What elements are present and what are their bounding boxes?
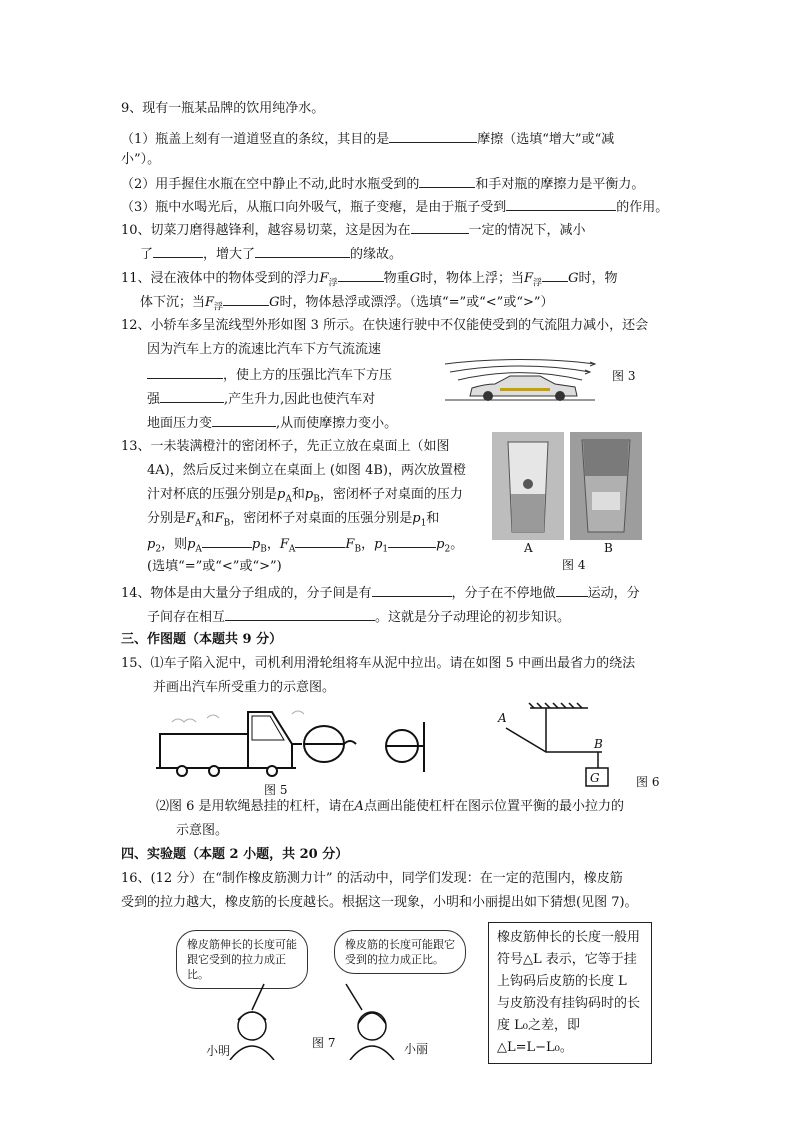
q15-part2-line1: ⑵图 6 是用软绳悬挂的杠杆，请在A点画出能使杠杆在图示位置平衡的最小拉力的 [156,799,624,814]
answer-blank[interactable] [389,129,477,143]
point-a-label: A [498,711,507,725]
truck-pulley-figure [152,702,437,782]
answer-blank[interactable] [542,268,568,282]
lever-figure [490,700,640,795]
figure-caption: 图 4 [562,558,586,572]
figure-caption: 图 7 [312,1036,336,1050]
answer-blank[interactable] [506,197,616,211]
answer-blank[interactable] [160,389,224,403]
answer-blank[interactable] [556,583,588,597]
car-airflow-figure [440,350,600,408]
section-heading: 四、实验题（本题 2 小题，共 20 分） [121,847,349,862]
weight-g-label: G [590,771,600,785]
q13-line5: $p_2$，则$p_A$ $p_B$，$F_A$ $F_B$，$p_1$ $p_2$。 [147,534,463,559]
q15-part2-line2: 示意图。 [176,823,229,838]
q13-line3: 汁对杯底的压强分别是$p_A$和$p_B$，密闭杯子对桌面的压力 [147,487,463,505]
answer-blank[interactable] [223,292,269,306]
answer-blank[interactable] [338,268,384,282]
q12-line1: 12、小轿车多呈流线型外形如图 3 所示。在快速行驶中不仅能使受到的气流阻力减小，还会 [121,318,649,333]
xiaoming-name: 小明 [206,1044,231,1058]
xiaoming-speech-bubble: 橡皮筋伸长的长度可能跟它受到的拉力成正比。 [176,930,308,989]
q13-line6: (选填“=”或“<”或“>”) [147,559,282,574]
q12-line5: 地面压力变 ,从而使摩擦力变小。 [147,413,397,433]
q11-line2: 体下沉；当$F_浮$ G时，物体悬浮或漂浮。（选填“=”或“<”或“>”） [140,292,554,317]
section-heading: 三、作图题（本题共 9 分） [121,632,283,647]
q12-line2: 因为汽车上方的流速比汽车下方气流流速 [147,342,382,357]
answer-blank[interactable] [372,583,452,597]
point-b-label: B [594,737,603,751]
q9-stem: 9、现有一瓶某品牌的饮用纯净水。 [121,101,325,116]
xiaoli-speech-bubble: 橡皮筋的长度可能跟它受到的拉力成正比。 [334,930,466,974]
q16-line1: 16、(12 分）在“制作橡皮筋测力计” 的活动中，同学们发现：在一定的范围内，橡皮筋 [121,871,623,886]
q13-line2: 4A)，然后反过来倒立在桌面上 (如图 4B)，两次放置橙 [147,463,466,478]
q14-line2: 子间存在相互 。这就是分子动理论的初步知识。 [147,607,570,627]
answer-blank[interactable] [255,244,350,258]
q12-line4: 强 ,产生升力,因此也使汽车对 [147,389,375,409]
q9-part1-cont: 小”）。 [121,152,161,167]
answer-blank[interactable] [202,534,252,548]
q14-line1: 14、物体是由大量分子组成的，分子间是有 ，分子在不停地做 运动，分 [121,583,640,603]
q10-line2: 了 ，增大了 的缘故。 [140,244,402,264]
q13-line1: 13、一未装满橙汁的密闭杯子，先正立放在桌面上（如图 [121,439,450,454]
cup-label-b: B [604,541,613,555]
cup-photos-figure [492,432,642,540]
q15-line1: 15、⑴车子陷入泥中，司机利用滑轮组将车从泥中拉出。请在如图 5 中画出最省力的绕法 [121,656,636,671]
q16-line2: 受到的拉力越大，橡皮筋的长度越长。根据这一现象，小明和小丽提出如下猜想(见图 7)。 [121,895,638,910]
xiaoli-name: 小丽 [404,1042,429,1056]
q15-line2: 并画出汽车所受重力的示意图。 [153,680,336,695]
figure-caption: 图 6 [636,775,660,789]
q13-line4: 分别是$F_A$和$F_B$，密闭杯子对桌面的压强分别是$p_1$和 [147,511,440,529]
answer-blank[interactable] [419,174,475,188]
figure-caption: 图 5 [264,783,288,797]
q12-line3: ，使上方的压强比汽车下方压 [147,365,392,385]
q11-line1: 11、浸在液体中的物体受到的浮力$F_浮$ 物重G时，物体上浮；当$F_浮$ G时，物 [121,268,617,293]
figure-caption: 图 3 [612,369,636,383]
answer-blank[interactable] [153,244,203,258]
answer-blank[interactable] [212,413,276,427]
cup-label-a: A [524,541,533,555]
q9-part2: （2）用手握住水瓶在空中静止不动,此时水瓶受到的 和手对瓶的摩擦力是平衡力。 [121,174,644,194]
answer-blank[interactable] [147,365,223,379]
answer-blank[interactable] [225,607,375,621]
answer-blank[interactable] [295,534,345,548]
definition-box: 橡皮筋伸长的长度一般用符号△L 表示，它等于挂上钩码后皮筋的长度 L 与皮筋没有挂钩码时的长度 L₀之差，即△L=L−L₀。 [488,922,652,1064]
q9-part3: （3）瓶中水喝光后，从瓶口向外吸气，瓶子变瘪，是由于瓶子受到 的作用。 [121,197,668,217]
answer-blank[interactable] [411,220,469,234]
q10-line1: 10、切菜刀磨得越锋利，越容易切菜，这是因为在 一定的情况下，减小 [121,220,586,240]
q9-part1: （1）瓶盖上刻有一道道竖直的条纹，其目的是 摩擦（选填“增大”或“减 [121,129,614,149]
answer-blank[interactable] [388,534,436,548]
